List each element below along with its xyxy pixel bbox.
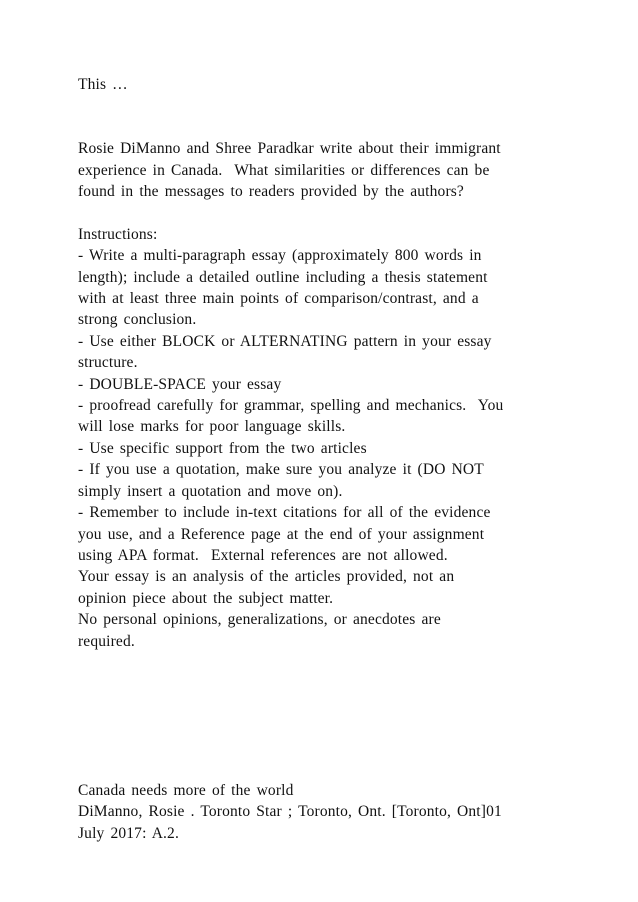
instruction-line: - Use either BLOCK or ALTERNATING pattern in your essay	[78, 332, 492, 350]
instruction-line: opinion piece about the subject matter.	[78, 589, 334, 607]
prompt-paragraph	[78, 138, 578, 202]
spacer	[78, 202, 578, 223]
instruction-line: structure.	[78, 354, 138, 372]
article-date: July 2017: A.2.	[78, 824, 179, 842]
document-page	[78, 74, 578, 844]
prompt-line: experience in Canada. What similarities or differences can be	[78, 161, 490, 179]
instruction-line: length); include a detailed outline including a thesis statement	[78, 268, 488, 286]
spacer	[78, 95, 578, 138]
instructions-heading: Instructions:	[78, 225, 158, 243]
instruction-line: No personal opinions, generalizations, or anecdotes are	[78, 611, 441, 629]
instruction-line: simply insert a quotation and move on).	[78, 482, 343, 500]
prompt-line: Rosie DiManno and Shree Paradkar write about their immigrant	[78, 140, 501, 158]
instructions-block	[78, 224, 578, 652]
instruction-line: - DOUBLE-SPACE your essay	[78, 375, 282, 393]
instruction-line: - Use specific support from the two articles	[78, 439, 367, 457]
instruction-line: using APA format. External references are not allowed.	[78, 546, 448, 564]
instruction-line: with at least three main points of comparison/contrast, and a	[78, 290, 479, 308]
intro-line: This …	[78, 76, 128, 93]
instruction-line: - Remember to include in-text citations for all of the evidence	[78, 504, 491, 522]
instruction-line: you use, and a Reference page at the end of your assignment	[78, 525, 485, 543]
instruction-line: - If you use a quotation, make sure you analyze it (DO NOT	[78, 461, 484, 479]
instruction-line: required.	[78, 632, 135, 650]
prompt-line: found in the messages to readers provided by the authors?	[78, 183, 464, 201]
instruction-line: will lose marks for poor language skills.	[78, 418, 346, 436]
spacer	[78, 652, 578, 780]
instruction-line: - proofread carefully for grammar, spelling and mechanics. You	[78, 397, 504, 415]
instruction-line: strong conclusion.	[78, 311, 197, 329]
article-citation	[78, 780, 578, 844]
article-source: DiManno, Rosie . Toronto Star ; Toronto, Ont. [Toronto, Ont]01	[78, 803, 502, 821]
instruction-line: Your essay is an analysis of the articles provided, not an	[78, 568, 455, 586]
article-title: Canada needs more of the world	[78, 781, 294, 799]
instruction-line: - Write a multi-paragraph essay (approximately 800 words in	[78, 247, 482, 265]
